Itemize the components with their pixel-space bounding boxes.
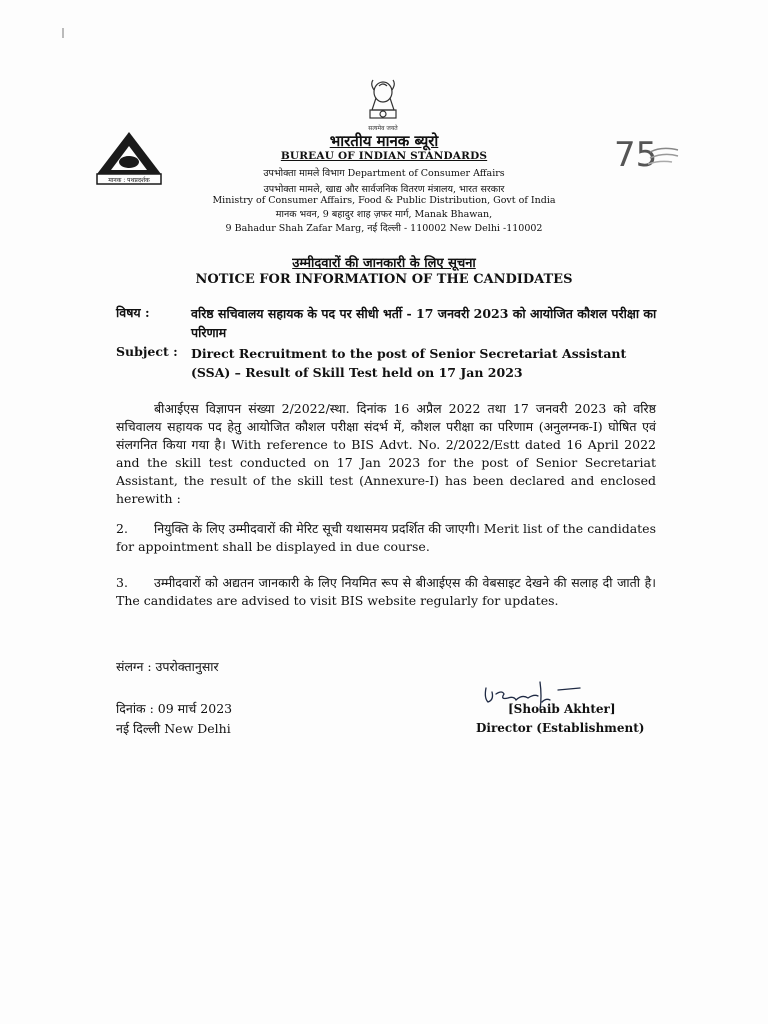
signatory-designation: Director (Establishment) [476,721,645,735]
scan-mark [62,28,64,38]
subject-text-hindi: वरिष्ठ सचिवालय सहायक के पद पर सीधी भर्ती - 17 जनवरी 2023 को आयोजित कौशल परीक्षा का परिणाम [191,306,657,340]
address-line-1: मानक भवन, 9 बहादुर शाह ज़फर मार्ग, Manak Bhawan, [275,209,493,220]
subject-label-english: Subject : [116,344,178,359]
paragraph-3 [116,574,656,610]
svg-text:मानक : पथप्रदर्शक: मानक : पथप्रदर्शक [108,177,150,184]
paragraph-2-text: नियुक्ति के लिए उम्मीदवारों की मेरिट सूची यथासमय प्रदर्शित की जाएगी। Merit list of the candidates for appointment shall be displayed in due course. [116,521,656,554]
paragraph-2-number: 2. [116,521,128,536]
notice-title-hindi: उम्मीदवारों की जानकारी के लिए सूचना [292,256,476,271]
paragraph-3-text: उम्मीदवारों को अद्यतन जानकारी के लिए नियमित रूप से बीआईएस की वेबसाइट देखने की सलाह दी जाती है। The candidates are advised to visit BIS website regularly for updates. [116,575,656,608]
org-name-english: BUREAU OF INDIAN STANDARDS [280,150,488,162]
paragraph-2 [116,520,656,556]
enclosure-note: संलग्न : उपरोक्तानुसार [116,659,219,674]
ministry-hindi: उपभोक्ता मामले, खाद्य और सार्वजनिक वितरण मंत्रालय, भारत सरकार [263,184,505,195]
address-line-2: 9 Bahadur Shah Zafar Marg, नई दिल्ली - 110002 New Delhi -110002 [225,223,543,234]
svg-text:75: 75 [614,135,658,175]
signatory-name: [Shoaib Akhter] [508,702,616,716]
org-name-hindi: भारतीय मानक ब्यूरो [329,132,439,150]
subject-label-hindi: विषय : [116,305,150,320]
issue-date: दिनांक : 09 मार्च 2023 [116,701,233,716]
paragraph-3-number: 3. [116,575,128,590]
notice-title-english: NOTICE FOR INFORMATION OF THE CANDIDATES [195,272,573,287]
ministry-english: Ministry of Consumer Affairs, Food & Public Distribution, Govt of India [212,195,556,206]
75-years-logo-icon [612,130,680,178]
paragraph-1: बीआईएस विज्ञापन संख्या 2/2022/स्था. दिनांक 16 अप्रैल 2022 तथा 17 जनवरी 2023 को वरिष्ठ सचिवालय सहायक पद हेतु आयोजित कौशल परीक्षा संदर्भ में, कौशल परीक्षा का परिणाम (अनुलग्नक-I) घोषित एवं संलगनित किया गया है। With reference to BIS Advt. No. 2/2022/Estt dated 16 April 2022 and the skill test conducted on 17 Jan 2023 for the post of Senior Secretariat Assistant, the result of the skill test (Annexure-I) has been declared and enclosed herewith : [116,401,656,506]
department-line: उपभोक्ता मामले विभाग Department of Consumer Affairs [263,168,505,179]
issue-place: नई दिल्ली New Delhi [116,721,231,736]
svg-text:सत्यमेव जयते: सत्यमेव जयते [368,125,398,132]
subject-text-english: Direct Recruitment to the post of Senior Secretariat Assistant (SSA) – Result of Skill Test held on 17 Jan 2023 [191,346,627,380]
national-emblem-icon [360,76,406,136]
bis-logo-icon [93,128,165,192]
